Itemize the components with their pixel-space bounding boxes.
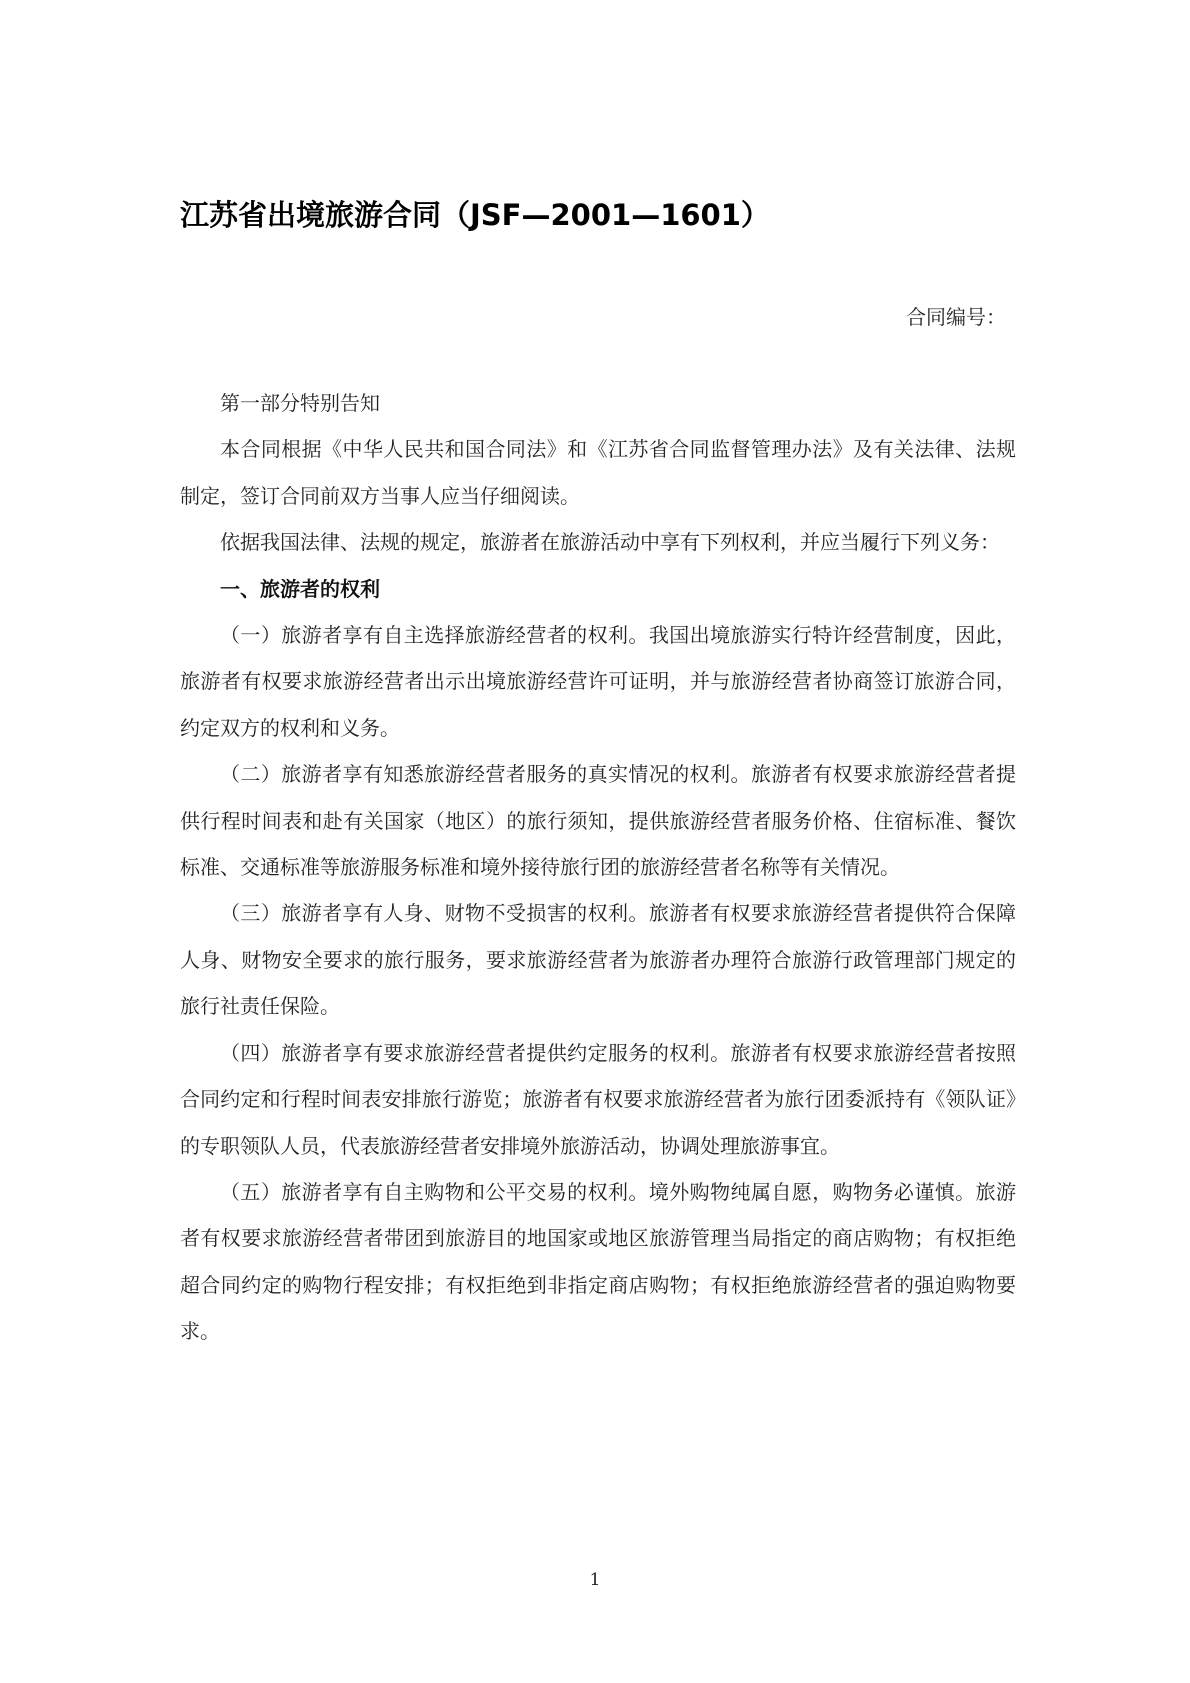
right-item-4: （四）旅游者享有要求旅游经营者提供约定服务的权利。旅游者有权要求旅游经营者按照合同约定和行程时间表安排旅行游览；旅游者有权要求旅游经营者为旅行团委派持有《领队证》的专职领队人员，代表旅游经营者安排境外旅游活动，协调处理旅游事宜。: [180, 1040, 1016, 1158]
right-item-2: （二）旅游者享有知悉旅游经营者服务的真实情况的权利。旅游者有权要求旅游经营者提供行程时间表和赴有关国家（地区）的旅行须知，提供旅游经营者服务价格、住宿标准、餐饮标准、交通标准等旅游服务标准和境外接待旅行团的旅游经营者名称等有关情况。: [180, 762, 1016, 880]
right-item-5: （五）旅游者享有自主购物和公平交易的权利。境外购物纯属自愿，购物务必谨慎。旅游者有权要求旅游经营者带团到旅游目的地国家或地区旅游管理当局指定的商店购物；有权拒绝超合同约定的购物行程安排；有权拒绝到非指定商店购物；有权拒绝旅游经营者的强迫购物要求。: [180, 1179, 1016, 1344]
page-number: 1: [589, 1570, 601, 1590]
rights-heading: 一、旅游者的权利: [220, 576, 380, 601]
right-item-1: （一）旅游者享有自主选择旅游经营者的权利。我国出境旅游实行特许经营制度，因此，旅游者有权要求旅游经营者出示出境旅游经营许可证明，并与旅游经营者协商签订旅游合同，约定双方的权利和义务。: [180, 623, 1016, 740]
right-item-3: （三）旅游者享有人身、财物不受损害的权利。旅游者有权要求旅游经营者提供符合保障人身、财物安全要求的旅行服务，要求旅游经营者为旅游者办理符合旅游行政管理部门规定的旅行社责任保险。: [180, 901, 1016, 1019]
intro-paragraph: 本合同根据《中华人民共和国合同法》和《江苏省合同监督管理办法》及有关法律、法规制定，签订合同前双方当事人应当仔细阅读。: [180, 437, 1016, 508]
contract-number-label: 合同编号：: [906, 305, 1006, 329]
part-heading: 第一部分特别告知: [220, 391, 380, 415]
rights-obligations-intro: 依据我国法律、法规的规定，旅游者在旅游活动中享有下列权利，并应当履行下列义务：: [220, 530, 1000, 555]
document-title: 江苏省出境旅游合同（JSF—2001—1601）: [180, 198, 770, 232]
document-body: [180, 380, 1016, 1355]
